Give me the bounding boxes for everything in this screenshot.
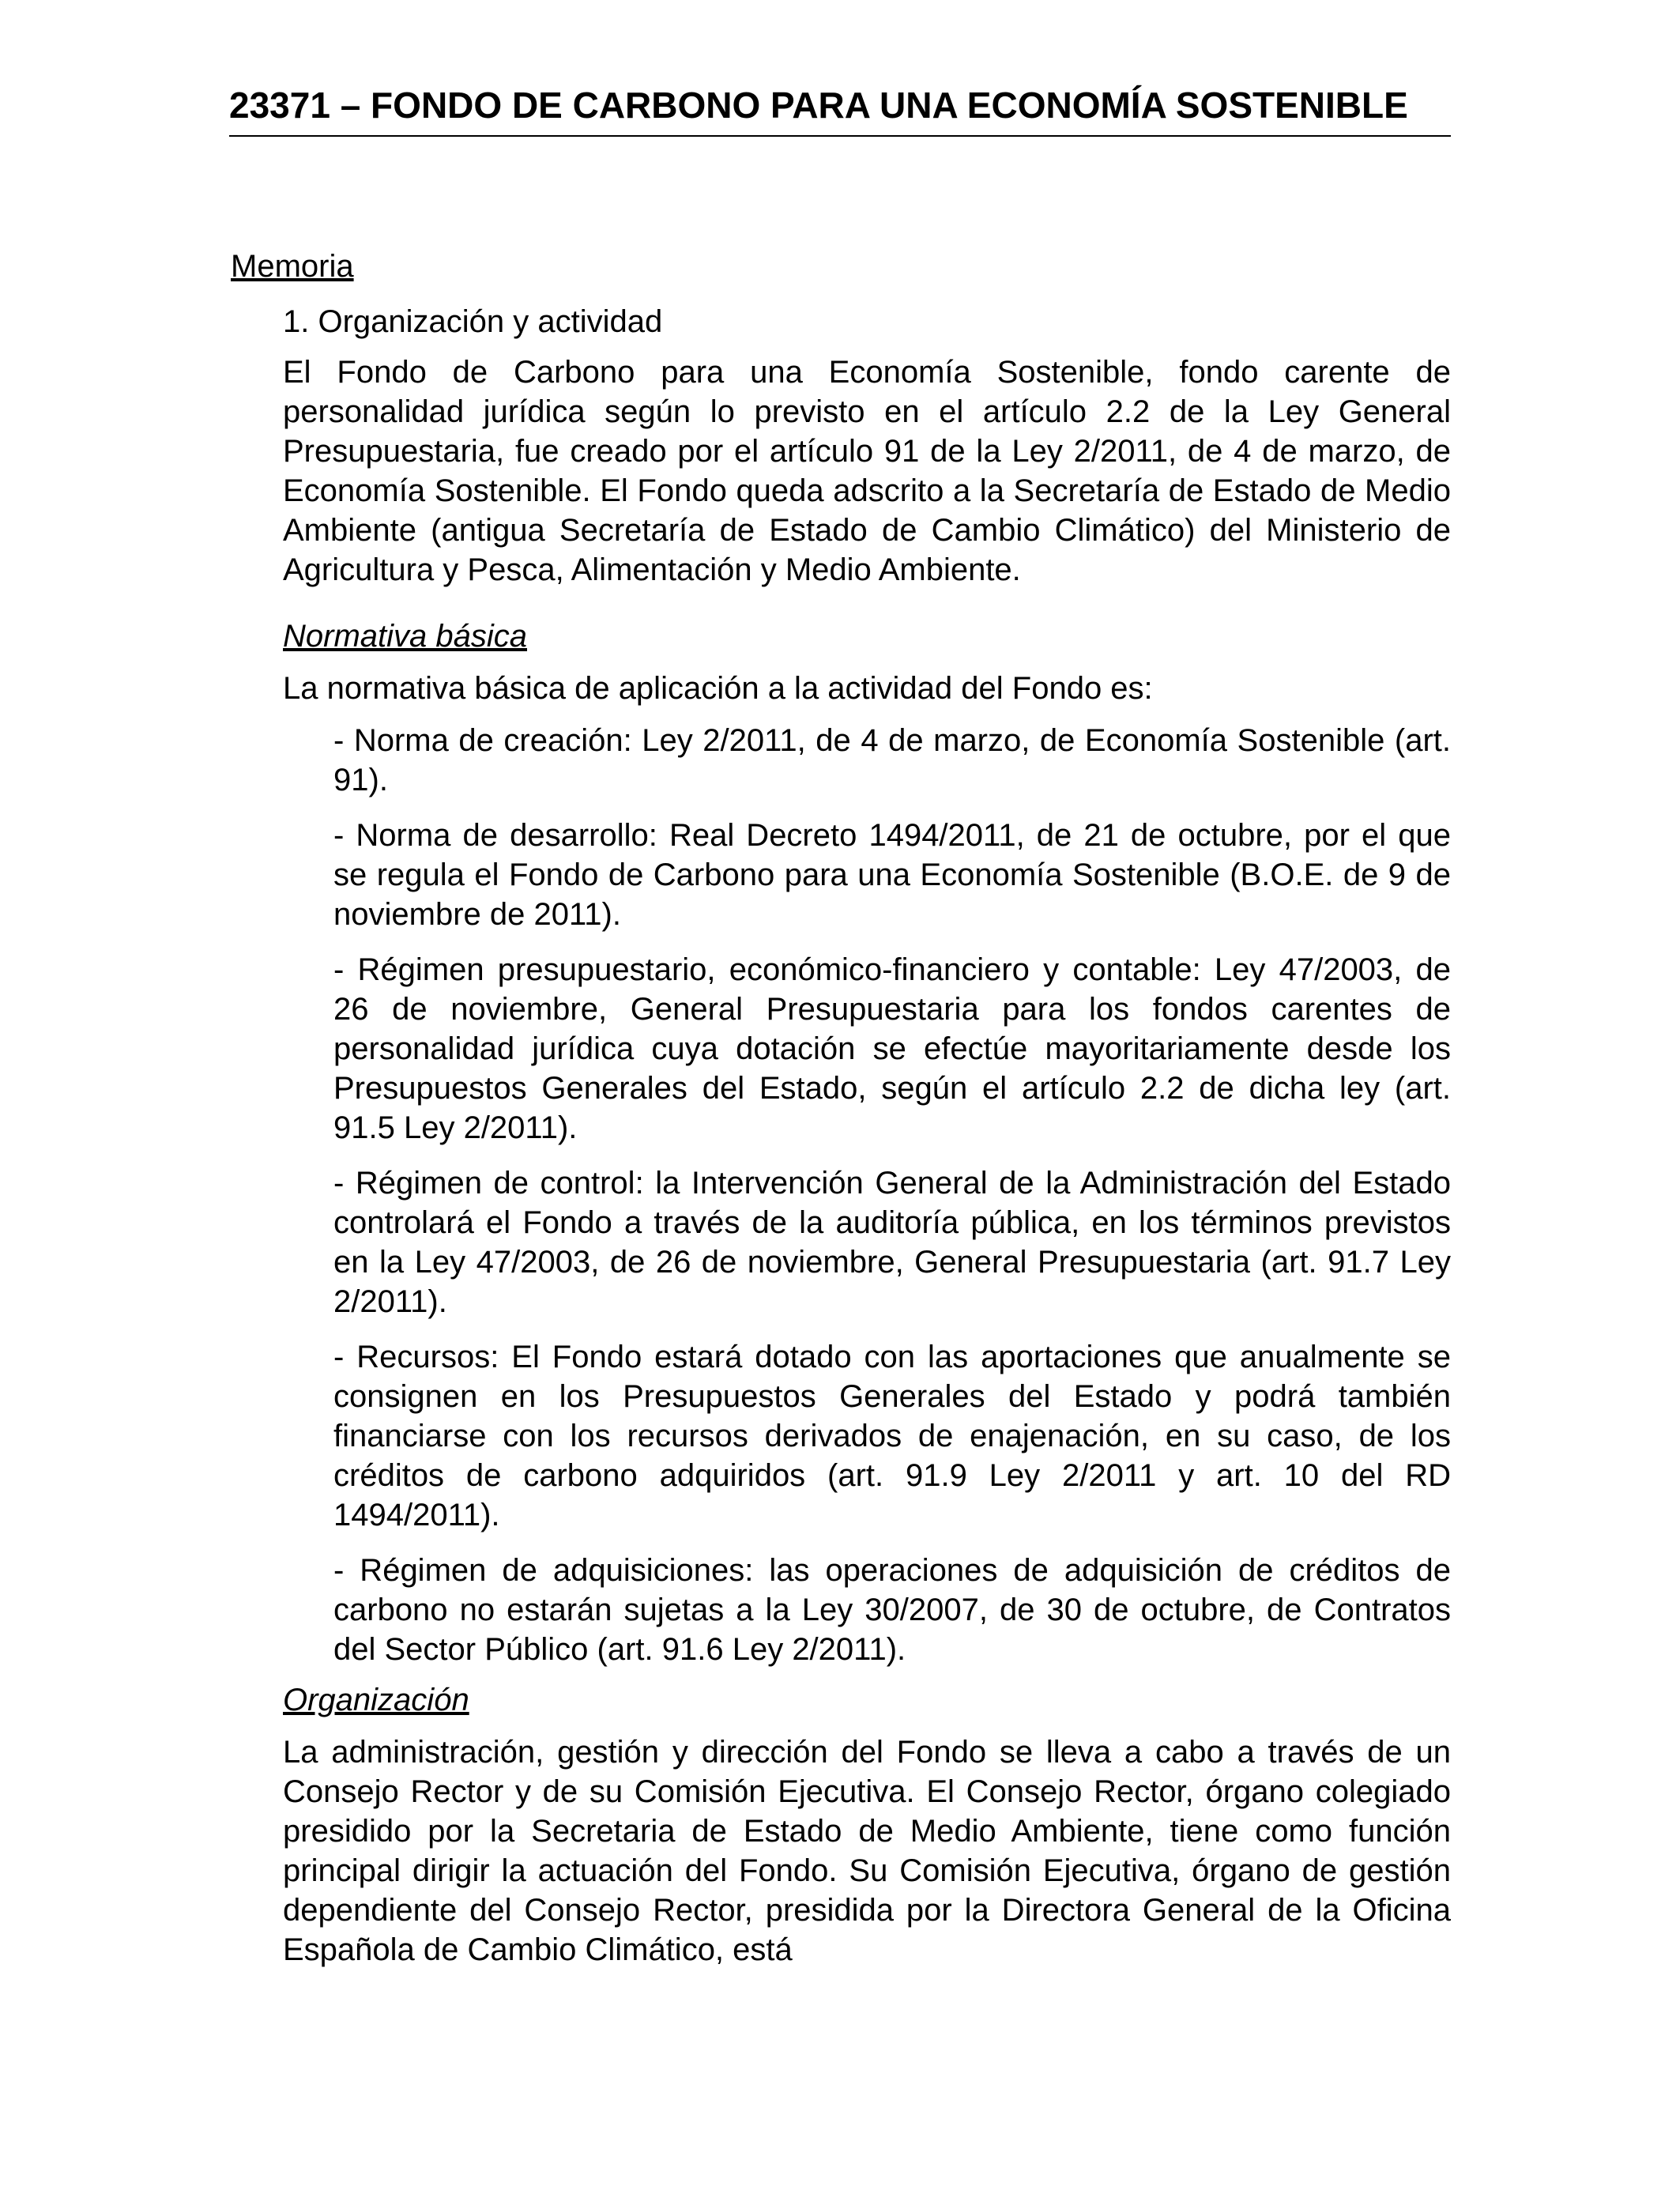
normativa-heading: Normativa básica (283, 619, 528, 654)
intro-paragraph: El Fondo de Carbono para una Economía Sostenible, fondo carente de personalidad jurídica según lo previsto en el artículo 2.2 de la Ley General Presupuestaria, fue creado por el artículo 91 de la Ley 2/2011, de 4 de marzo, de Economía Sostenible. El Fondo queda adscrito a la Secretaría de Estado de Medio Ambiente (antigua Secretaría de Estado de Cambio Climático) del Ministerio de Agricultura y Pesca, Alimentación y Medio Ambiente. (283, 355, 1451, 587)
document-body (231, 247, 1451, 1970)
section-title: 1. Organización y actividad (283, 304, 663, 339)
organizacion-paragraph: La administración, gestión y dirección del Fondo se lleva a cabo a través de un Consejo Rector y de su Comisión Ejecutiva. El Consejo Rector, órgano colegiado presidido por la Secretaria de Estado de Medio Ambiente, tiene como función principal dirigir la actuación del Fondo. Su Comisión Ejecutiva, órgano de gestión dependiente del Consejo Rector, presidida por la Directora General de la Oficina Española de Cambio Climático, está (283, 1735, 1451, 1967)
organizacion-heading: Organización (283, 1683, 469, 1717)
list-item: - Norma de creación: Ley 2/2011, de 4 de marzo, de Economía Sostenible (art. 91). (333, 723, 1451, 797)
list-item: - Régimen presupuestario, económico-financiero y contable: Ley 47/2003, de 26 de noviembre, General Presupuestaria para los fondos carentes de personalidad jurídica cuya dotación se efectúe mayoritariamente desde los Presupuestos Generales del Estado, según el artículo 2.2 de dicha ley (art. 91.5 Ley 2/2011). (333, 952, 1451, 1145)
page-title: 23371 – FONDO DE CARBONO PARA UNA ECONOMÍA SOSTENIBLE (229, 81, 1451, 137)
memoria-heading: Memoria (231, 249, 354, 284)
list-item: - Recursos: El Fondo estará dotado con las aportaciones que anualmente se consignen en los Presupuestos Generales del Estado y podrá también financiarse con los recursos derivados de enajenación, en su caso, de los créditos de carbono adquiridos (art. 91.9 Ley 2/2011 y art. 10 del RD 1494/2011). (333, 1340, 1451, 1532)
section-organizacion (283, 1680, 1451, 1970)
section-organizacion-actividad (283, 302, 1451, 708)
list-item: - Régimen de control: la Intervención General de la Administración del Estado controlará el Fondo a través de la auditoría pública, en los términos previstos en la Ley 47/2003, de 26 de noviembre, General Presupuestaria (art. 91.7 Ley 2/2011). (333, 1166, 1451, 1319)
list-item: - Norma de desarrollo: Real Decreto 1494/2011, de 21 de octubre, por el que se regula el Fondo de Carbono para una Economía Sostenible (B.O.E. de 9 de noviembre de 2011). (333, 818, 1451, 932)
list-item: - Régimen de adquisiciones: las operaciones de adquisición de créditos de carbono no estarán sujetas a la Ley 30/2007, de 30 de octubre, de Contratos del Sector Público (art. 91.6 Ley 2/2011). (333, 1553, 1451, 1667)
normativa-intro: La normativa básica de aplicación a la actividad del Fondo es: (283, 671, 1153, 706)
